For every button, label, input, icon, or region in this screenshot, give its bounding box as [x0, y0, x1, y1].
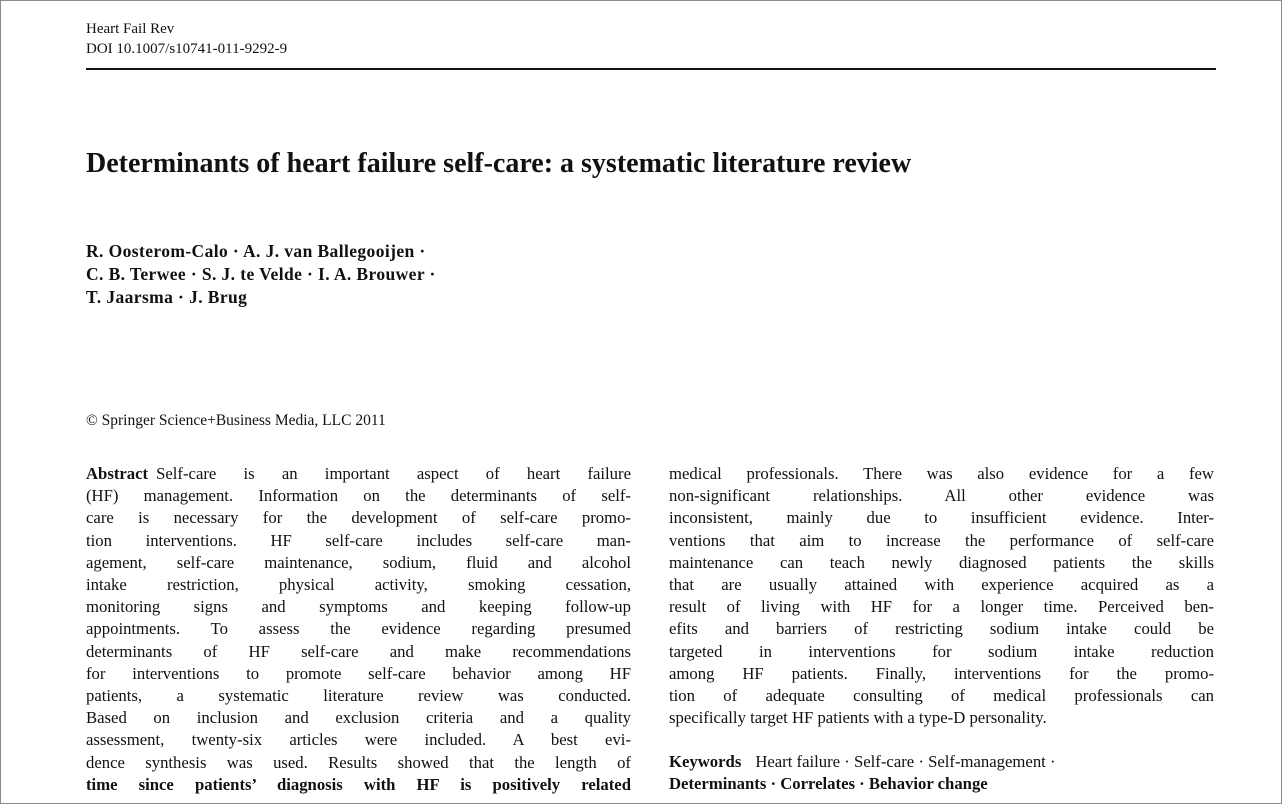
abstract-line: (HF) management. Information on the determinants of self-	[86, 486, 631, 506]
abstract-line: specifically target HF patients with a type-D personality.	[669, 708, 1047, 728]
abstract-line: medical professionals. There was also evidence for a few	[669, 464, 1214, 483]
header-rule	[86, 68, 1216, 70]
abstract-right-column	[669, 463, 1214, 729]
abstract-line: ventions that aim to increase the performance of self-care	[669, 530, 1214, 550]
journal-name: Heart Fail Rev	[86, 21, 175, 37]
doi: DOI 10.1007/s10741-011-9292-9	[86, 41, 288, 57]
abstract-line: patients, a systematic literature review was conducted.	[86, 686, 631, 706]
abstract-line: maintenance can teach newly diagnosed patients the skills	[669, 552, 1214, 572]
abstract-left-column	[86, 463, 631, 796]
author-list	[86, 240, 436, 309]
keywords-section	[669, 751, 1214, 795]
keywords-text: Heart failure · Self-care · Self-management ·	[755, 752, 1056, 771]
abstract-line: dence synthesis was used. Results showed that the length of	[86, 752, 631, 772]
abstract-line: determinants of HF self-care and make recommendations	[86, 641, 631, 661]
copyright-notice: © Springer Science+Business Media, LLC 2011	[86, 412, 386, 429]
abstract-line: non-significant relationships. All other evidence was	[669, 486, 1214, 506]
abstract-line: targeted in interventions for sodium intake reduction	[669, 641, 1214, 661]
abstract-line: monitoring signs and symptoms and keeping follow-up	[86, 597, 631, 617]
abstract-line: agement, self-care maintenance, sodium, fluid and alcohol	[86, 552, 631, 572]
abstract-line: result of living with HF for a longer time. Perceived ben-	[669, 597, 1214, 617]
keywords-label: Keywords	[669, 752, 742, 771]
abstract-line: tion interventions. HF self-care includes self-care man-	[86, 530, 631, 550]
abstract-line: assessment, twenty-six articles were included. A best evi-	[86, 730, 631, 750]
abstract-line: efits and barriers of restricting sodium intake could be	[669, 619, 1214, 639]
keywords-text: Determinants · Correlates · Behavior change	[669, 774, 988, 794]
abstract-label: Abstract	[86, 464, 149, 483]
abstract-line: among HF patients. Finally, interventions for the promo-	[669, 663, 1214, 683]
abstract-line: intake restriction, physical activity, smoking cessation,	[86, 575, 631, 595]
journal-header	[86, 19, 287, 59]
author-line: T. Jaarsma · J. Brug	[86, 287, 248, 307]
author-line: C. B. Terwee · S. J. te Velde · I. A. Brouwer ·	[86, 264, 436, 284]
abstract-line: Based on inclusion and exclusion criteria and a quality	[86, 708, 631, 728]
author-line: R. Oosterom-Calo · A. J. van Ballegooijen ·	[86, 241, 426, 261]
keywords-line	[669, 751, 1214, 773]
abstract-line: appointments. To assess the evidence regarding presumed	[86, 619, 631, 639]
abstract-line: time since patients’ diagnosis with HF is positively related	[86, 774, 631, 794]
article-title: Determinants of heart failure self-care: a systematic literature review	[86, 148, 912, 179]
abstract-line: tion of adequate consulting of medical professionals can	[669, 686, 1214, 706]
abstract-line: Abstract Self-care is an important aspect of heart failure	[86, 464, 631, 483]
abstract-line: for interventions to promote self-care behavior among HF	[86, 663, 631, 683]
abstract-line: inconsistent, mainly due to insufficient evidence. Inter-	[669, 508, 1214, 528]
abstract-line: that are usually attained with experience acquired as a	[669, 575, 1214, 595]
abstract-line: care is necessary for the development of self-care promo-	[86, 508, 631, 528]
